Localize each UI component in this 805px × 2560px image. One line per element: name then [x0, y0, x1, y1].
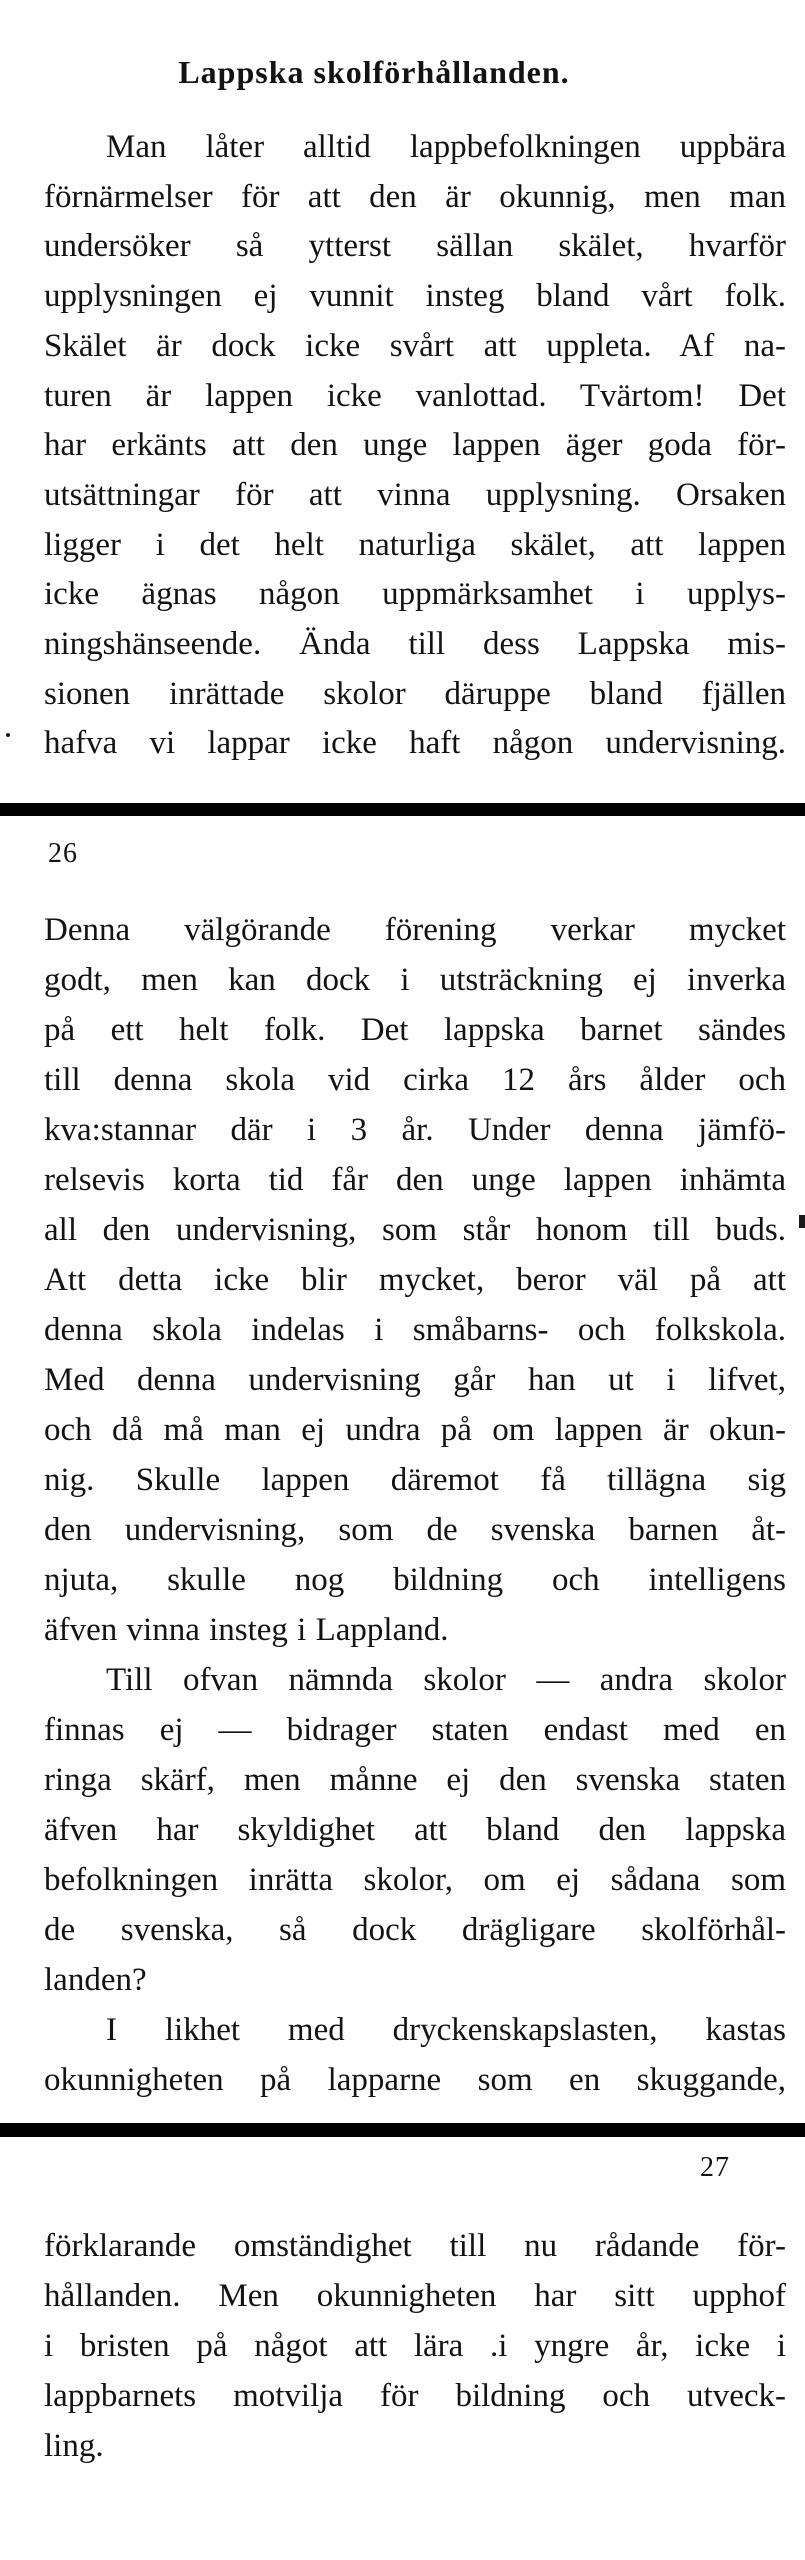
page-26-text-column: [44, 905, 786, 2105]
text-line: okunnigheten på lapparne som en skuggande,: [44, 2062, 786, 2098]
page-27-text-column: [44, 2221, 786, 2471]
page-number-26: 26: [48, 838, 78, 869]
text-line: på ett helt folk. Det lappska barnet sändes: [44, 1012, 786, 1048]
text-line: upplysningen ej vunnit insteg bland vårt folk.: [44, 278, 786, 315]
scan-artifact: [6, 733, 10, 737]
text-line: hafva vi lappar icke haft någon undervisning.: [44, 725, 786, 762]
text-line: befolkningen inrätta skolor, om ej sådana som: [44, 1862, 786, 1898]
page-separator-bar: [0, 2123, 805, 2137]
text-line: sionen inrättade skolor däruppe bland fjällen: [44, 675, 786, 712]
page-title: Lappska skolförhållanden.: [178, 54, 570, 90]
text-line: förnärmelser för att den är okunnig, men man: [44, 178, 786, 215]
text-line: utsättningar för att vinna upplysning. Orsaken: [44, 476, 786, 513]
text-line: Till ofvan nämnda skolor — andra skolor: [106, 1662, 786, 1698]
text-line: äfven har skyldighet att bland den lappska: [44, 1812, 786, 1848]
text-line: turen är lappen icke vanlottad. Tvärtom! Det: [44, 377, 786, 414]
text-line: all den undervisning, som står honom till buds.: [44, 1212, 786, 1248]
text-line: ling.: [44, 2428, 104, 2464]
text-line: landen?: [44, 1962, 147, 1998]
text-line: finnas ej — bidrager staten endast med en: [44, 1712, 786, 1748]
text-line: denna skola indelas i småbarns- och folkskola.: [44, 1312, 786, 1348]
text-line: har erkänts att den unge lappen äger goda för-: [44, 427, 786, 464]
text-line: Att detta icke blir mycket, beror väl på att: [44, 1262, 786, 1298]
scan-artifact: [799, 1215, 805, 1228]
text-line: godt, men kan dock i utsträckning ej inverka: [44, 962, 786, 998]
text-line: i bristen på något att lära .i yngre år, icke i: [44, 2328, 786, 2364]
text-line: lappbarnets motvilja för bildning och utveck-: [44, 2378, 786, 2414]
text-line: Denna välgörande förening verkar mycket: [44, 912, 786, 948]
text-line: äfven vinna insteg i Lappland.: [44, 1612, 449, 1648]
text-line: ningshänseende. Ända till dess Lappska mis-: [44, 626, 786, 663]
text-line: och då må man ej undra på om lappen är okun-: [44, 1412, 786, 1448]
page-25-text-column: [44, 123, 786, 769]
text-line: Man låter alltid lappbefolkningen uppbära: [106, 129, 786, 165]
text-line: ligger i det helt naturliga skälet, att lappen: [44, 526, 786, 563]
page-separator-bar: [0, 803, 805, 816]
text-line: Med denna undervisning går han ut i lifvet,: [44, 1362, 786, 1398]
text-line: relsevis korta tid får den unge lappen inhämta: [44, 1162, 786, 1198]
text-line: undersöker så ytterst sällan skälet, hvarför: [44, 228, 786, 265]
text-line: Skälet är dock icke svårt att uppleta. Af na-: [44, 327, 786, 364]
text-line: hållanden. Men okunnigheten har sitt upphof: [44, 2278, 786, 2314]
text-line: förklarande omständighet till nu rådande för-: [44, 2228, 786, 2264]
text-line: till denna skola vid cirka 12 års ålder och: [44, 1062, 786, 1098]
text-line: nig. Skulle lappen däremot få tillägna sig: [44, 1462, 786, 1498]
text-line: kva:stannar där i 3 år. Under denna jämfö-: [44, 1112, 786, 1148]
text-line: njuta, skulle nog bildning och intelligens: [44, 1562, 786, 1598]
text-line: ringa skärf, men månne ej den svenska staten: [44, 1762, 786, 1798]
text-line: den undervisning, som de svenska barnen åt-: [44, 1512, 786, 1548]
text-line: de svenska, så dock drägligare skolförhål-: [44, 1912, 786, 1948]
page-number-27: 27: [700, 2152, 730, 2183]
text-line: icke ägnas någon uppmärksamhet i upplys-: [44, 576, 786, 613]
text-line: I likhet med dryckenskapslasten, kastas: [106, 2012, 786, 2048]
